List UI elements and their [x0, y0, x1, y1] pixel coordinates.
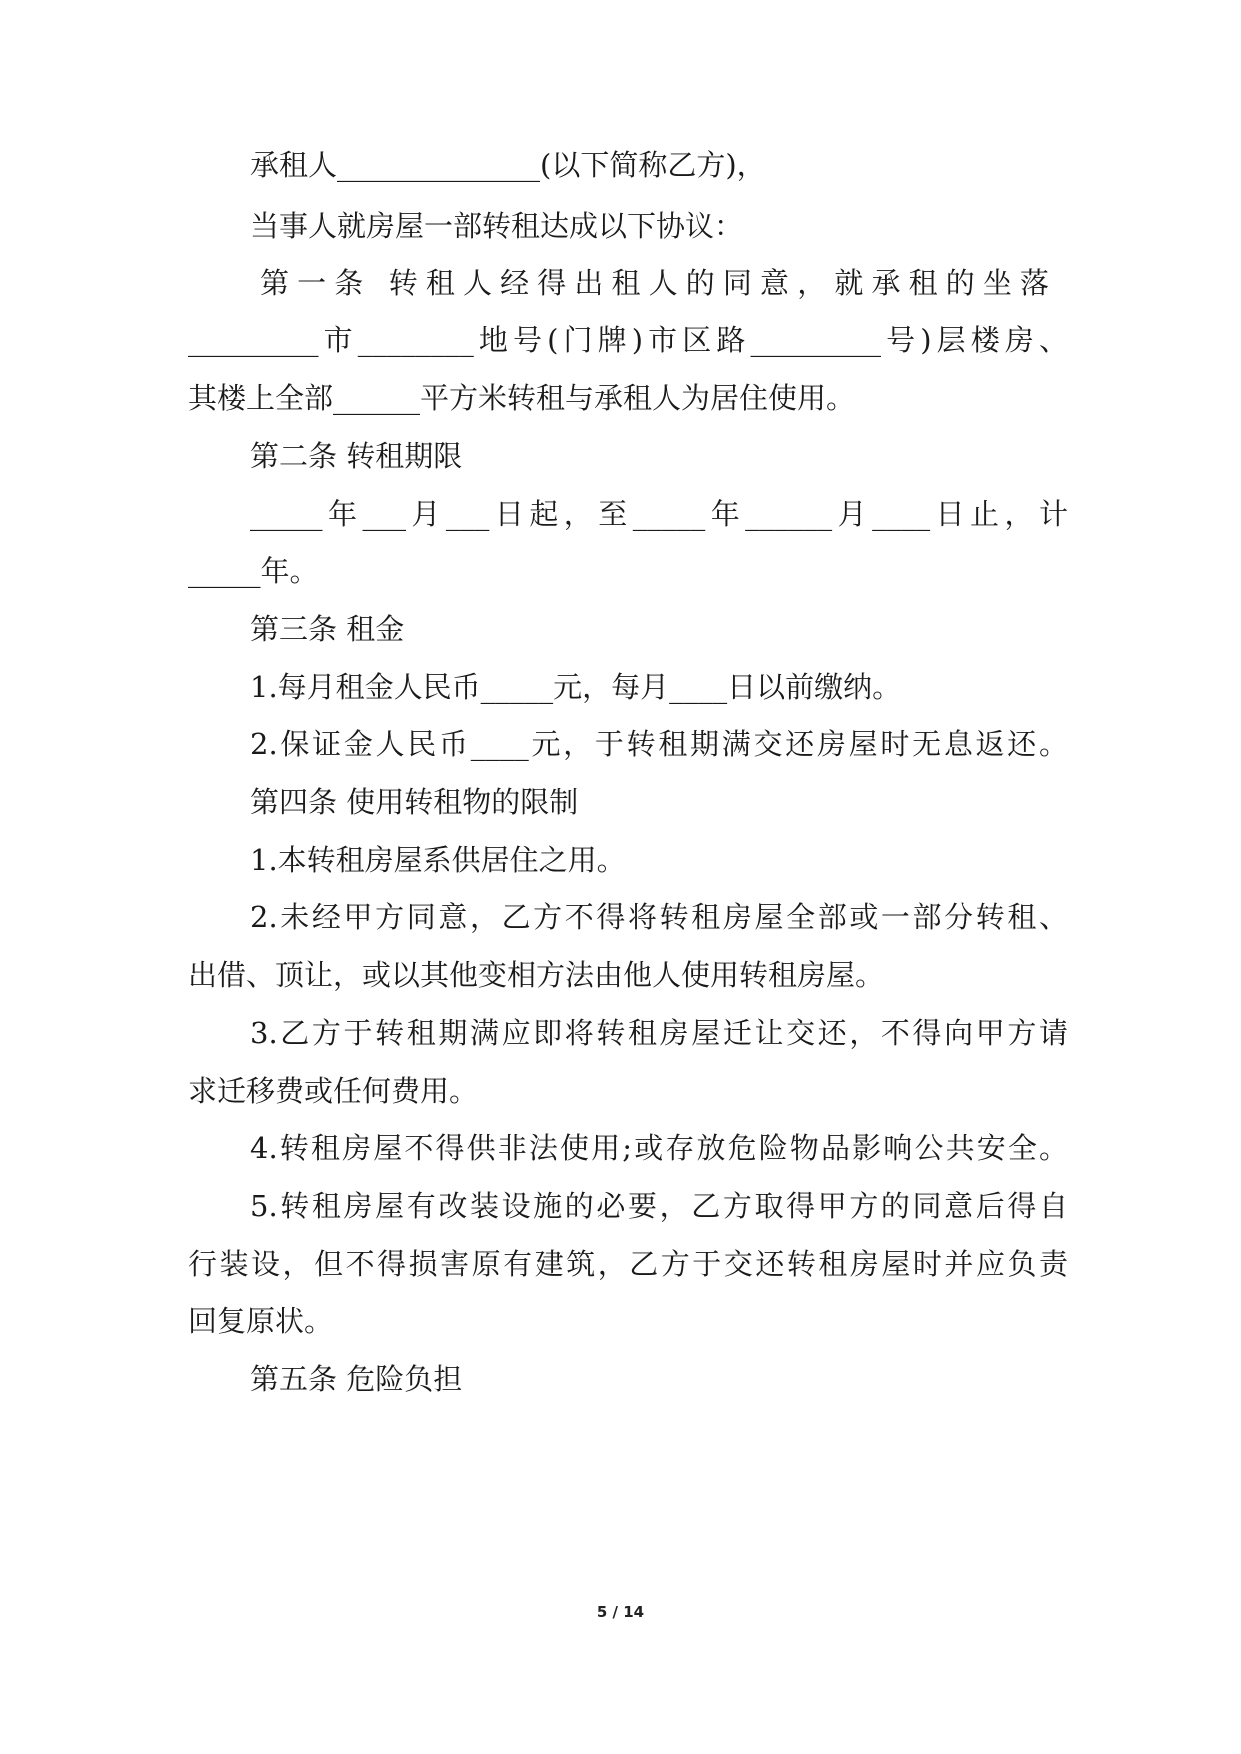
article-1-heading-line: 第一条 转租人经得出租人的同意，就承租的坐落 [260, 266, 1055, 300]
text-line-location: _________市________地号(门牌)市区路_________号)层楼房、 [188, 323, 1068, 357]
text-line-lessee: 承租人______________(以下简称乙方)， [250, 148, 766, 182]
article-5-heading: 第五条 危险负担 [250, 1362, 463, 1396]
text-line-use-3: 3.乙方于转租期满应即将转租房屋迁让交还，不得向甲方请 [250, 1016, 1068, 1050]
text-line-use-5-cont: 行装设，但不得损害原有建筑，乙方于交还转租房屋时并应负责 [188, 1247, 1068, 1281]
text-line-area: 其楼上全部______平方米转租与承租人为居住使用。 [188, 381, 856, 415]
text-line-use-2-cont: 出借、顶让，或以其他变相方法由他人使用转租房屋。 [188, 958, 885, 992]
text-line-deposit: 2.保证金人民币____元，于转租期满交还房屋时无息返还。 [250, 727, 1068, 761]
text-line-use-2: 2.未经甲方同意，乙方不得将转租房屋全部或一部分转租、 [250, 900, 1068, 934]
text-line-use-3-cont: 求迁移费或任何费用。 [188, 1074, 479, 1108]
text-line-agreement-intro: 当事人就房屋一部转租达成以下协议： [250, 209, 744, 243]
article-3-heading: 第三条 租金 [250, 612, 405, 646]
article-4-heading: 第四条 使用转租物的限制 [250, 785, 579, 819]
text-line-rent: 1.每月租金人民币_____元，每月____日以前缴纳。 [250, 670, 902, 704]
text-line-use-5: 5.转租房屋有改装设施的必要，乙方取得甲方的同意后得自 [250, 1189, 1068, 1223]
text-line-term-dates: _____年___月___日起，至_____年______月____日止，计 [250, 497, 1068, 531]
text-line-term-years: _____年。 [188, 554, 319, 588]
text-line-use-1: 1.本转租房屋系供居住之用。 [250, 843, 626, 877]
text-line-use-5-end: 回复原状。 [188, 1304, 334, 1338]
article-2-heading: 第二条 转租期限 [250, 439, 463, 473]
text-line-use-4: 4.转租房屋不得供非法使用;或存放危险物品影响公共安全。 [250, 1131, 1068, 1165]
page-number: 5 / 14 [596, 1603, 645, 1621]
